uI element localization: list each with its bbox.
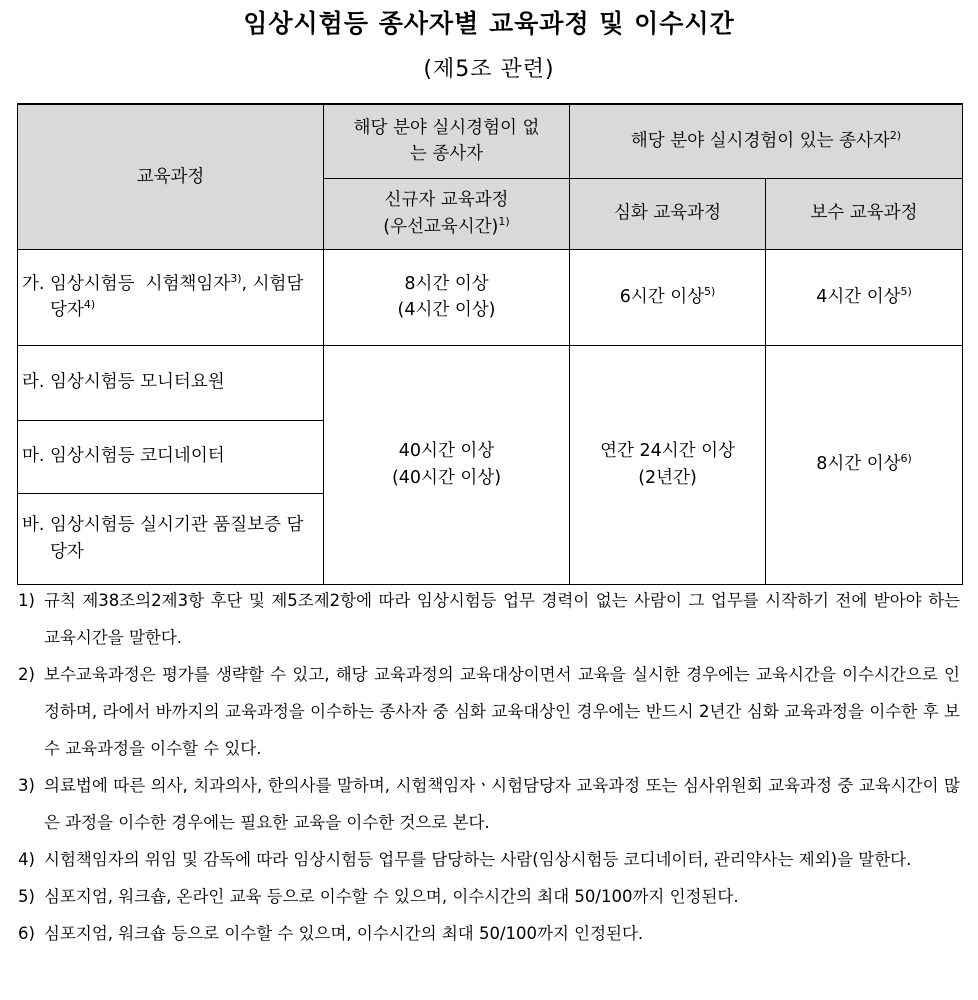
footnote-item (18, 656, 960, 767)
header-new-course-line1: 신규자 교육과정 (384, 190, 509, 211)
group-refresher-value: 8시간 이상 (816, 454, 901, 475)
row-coordinator-label (18, 420, 324, 493)
footnote-text: 심포지엄, 워크숍, 온라인 교육 등으로 이수할 수 있으며, 이수시간의 최대 50/100까지 인정된다. (44, 887, 739, 906)
group-new-line1: 40시간 이상 (398, 441, 495, 462)
row-prefix: 바. (22, 515, 51, 536)
document-subtitle: (제5조 관련) (423, 57, 555, 82)
row-investigator-new-line1: 8시간 이상 (404, 273, 489, 294)
row-investigator-text-a: 임상시험등 시험책임자 (50, 273, 231, 294)
header-new-course-footnote: 1) (498, 214, 510, 228)
footnote-item (18, 767, 960, 841)
header-refresher-course-label: 보수 교육과정 (810, 203, 918, 224)
group-advanced-line2: (2년간) (638, 467, 697, 488)
course-table (17, 103, 963, 585)
header-with-experience-footnote: 2) (889, 129, 902, 143)
header-course-label: 교육과정 (136, 166, 205, 187)
row-investigator-refresher-hours (766, 249, 963, 345)
row-investigator-advanced-value: 6시간 이상 (619, 286, 705, 307)
row-coordinator-text: 임상시험등 코디네이터 (50, 446, 225, 467)
header-refresher-course (766, 178, 963, 249)
footnote-number: 1) (18, 591, 35, 610)
row-investigator-text-b: , 시험담당자 (50, 273, 304, 320)
footnote-number: 4) (18, 850, 35, 869)
footnote-text: 심포지엄, 워크숍 등으로 이수할 수 있으며, 이수시간의 최대 50/100까지 인정된다. (44, 924, 644, 943)
footnote-item (18, 915, 960, 952)
header-no-experience (324, 104, 570, 178)
row-investigator-new-hours (324, 249, 570, 345)
footnotes (18, 582, 960, 952)
document-title: 임상시험등 종사자별 교육과정 및 이수시간 (243, 9, 735, 38)
footnote-number: 5) (18, 887, 35, 906)
row-prefix: 가. (22, 273, 51, 294)
row-investigator-footnote-b: 4) (83, 298, 96, 312)
footnote-item (18, 878, 960, 915)
row-prefix: 라. (22, 372, 51, 393)
header-with-experience (570, 104, 963, 178)
header-advanced-course-label: 심화 교육과정 (614, 203, 721, 224)
row-investigator-footnote-a: 3) (230, 271, 242, 285)
footnote-text: 규칙 제38조의2제3항 후단 및 제5조제2항에 따라 임상시험등 업무 경력이 없는 사람이 그 업무를 시작하기 전에 받아야 하는 교육시간을 말한다. (44, 591, 960, 647)
header-no-experience-label: 해당 분야 실시경험이 없는 종사자 (353, 118, 540, 165)
row-investigator-refresher-value: 4시간 이상 (816, 286, 901, 307)
row-investigator-label (18, 249, 324, 345)
group-advanced-line1: 연간 24시간 이상 (600, 441, 735, 462)
row-investigator-advanced-footnote: 5) (704, 285, 716, 299)
group-new-line2: (40시간 이상) (391, 467, 502, 488)
header-new-course (324, 178, 570, 249)
row-monitor-text: 임상시험등 모니터요원 (50, 372, 225, 393)
group-new-hours (324, 345, 570, 584)
header-advanced-course (570, 178, 766, 249)
footnote-number: 2) (18, 665, 35, 684)
footnote-text: 시험책임자의 위임 및 감독에 따라 임상시험등 업무를 담당하는 사람(임상시험등 코디네이터, 관리약사는 제외)을 말한다. (44, 850, 912, 869)
row-prefix: 마. (22, 446, 51, 467)
row-investigator-refresher-footnote: 5) (900, 285, 912, 299)
row-qa-text: 임상시험등 실시기관 품질보증 담당자 (50, 515, 304, 562)
header-new-course-line2: (우선교육시간) (383, 216, 499, 237)
row-investigator-new-line2: (4시간 이상) (397, 300, 496, 320)
group-advanced-hours (570, 345, 766, 584)
group-refresher-footnote: 6) (900, 452, 912, 466)
row-monitor-label (18, 345, 324, 420)
header-with-experience-label: 해당 분야 실시경험이 있는 종사자 (630, 131, 890, 152)
row-investigator-advanced-hours (570, 249, 766, 345)
row-qa-label (18, 493, 324, 584)
footnote-number: 6) (18, 924, 35, 943)
header-course (18, 104, 324, 249)
footnote-number: 3) (18, 776, 35, 795)
group-refresher-hours (766, 345, 963, 584)
footnote-text: 의료법에 따른 의사, 치과의사, 한의사를 말하며, 시험책임자ㆍ시험담당자 교육과정 또는 심사위원회 교육과정 중 교육시간이 많은 과정을 이수한 경우에는 필요한 교육을 이수한 것으로 본다. (44, 776, 960, 832)
footnote-text: 보수교육과정은 평가를 생략할 수 있고, 해당 교육과정의 교육대상이면서 교육을 실시한 경우에는 교육시간을 이수시간으로 인정하며, 라에서 바까지의 교육과정을 이수하는 종사자 중 심화 교육대상인 경우에는 반드시 2년간 심화 교육과정을 이수한 후 보수 교육과정을 이수할 수 있다. (44, 665, 960, 758)
footnote-item (18, 841, 960, 878)
footnote-item (18, 582, 960, 656)
